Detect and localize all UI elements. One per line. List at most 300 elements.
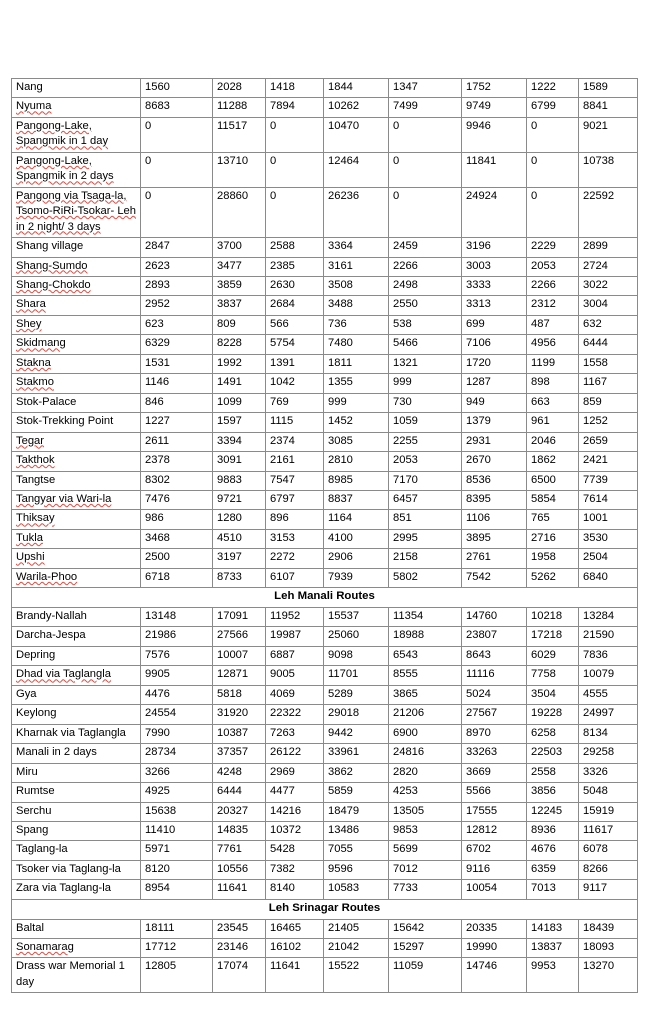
table-cell-value: 11410 — [141, 821, 213, 840]
table-cell-value: 8266 — [579, 860, 638, 879]
table-cell-value: 0 — [389, 152, 462, 187]
table-cell-value: 4510 — [213, 529, 266, 548]
table-cell-value: 3508 — [324, 276, 389, 295]
table-cell-value: 6799 — [527, 98, 579, 117]
table-cell-value: 8228 — [213, 335, 266, 354]
table-cell-value: 0 — [141, 187, 213, 237]
table-cell-value: 1862 — [527, 452, 579, 471]
table-cell-value: 4956 — [527, 335, 579, 354]
table-cell-value: 7170 — [389, 471, 462, 490]
table-cell-value: 21206 — [389, 705, 462, 724]
row-label: Brandy-Nallah — [12, 607, 141, 626]
table-cell-value: 0 — [266, 187, 324, 237]
table-cell-value: 7542 — [462, 568, 527, 587]
row-label — [12, 98, 141, 117]
table-cell-value: 8954 — [141, 880, 213, 899]
table-cell-value: 5024 — [462, 685, 527, 704]
table-cell-value: 2906 — [324, 549, 389, 568]
table-cell-value: 5754 — [266, 335, 324, 354]
table-row — [12, 802, 638, 821]
row-label: Nang — [12, 79, 141, 98]
table-row — [12, 666, 638, 685]
table-cell-value: 10738 — [579, 152, 638, 187]
table-cell-value: 7990 — [141, 724, 213, 743]
row-label: Spang — [12, 821, 141, 840]
row-label: Zara via Taglang-la — [12, 880, 141, 899]
table-cell-value: 3197 — [213, 549, 266, 568]
row-label — [12, 276, 141, 295]
table-cell-value: 10079 — [579, 666, 638, 685]
table-cell-value: 7614 — [579, 490, 638, 509]
table-cell-value: 5971 — [141, 841, 213, 860]
table-cell-value: 4676 — [527, 841, 579, 860]
table-row — [12, 724, 638, 743]
table-cell-value: 11517 — [213, 117, 266, 152]
table-cell-value: 8733 — [213, 568, 266, 587]
section-heading: Leh Srinagar Routes — [12, 899, 638, 919]
table-cell-value: 26236 — [324, 187, 389, 237]
table-cell-value: 0 — [389, 117, 462, 152]
table-cell-value: 1558 — [579, 354, 638, 373]
table-row — [12, 744, 638, 763]
table-cell-value: 15638 — [141, 802, 213, 821]
table-cell-value: 28860 — [213, 187, 266, 237]
row-label: Taglang-la — [12, 841, 141, 860]
table-row — [12, 627, 638, 646]
table-cell-value: 9005 — [266, 666, 324, 685]
table-row — [12, 763, 638, 782]
table-cell-value: 33263 — [462, 744, 527, 763]
table-row — [12, 880, 638, 899]
table-cell-value: 2995 — [389, 529, 462, 548]
table-row — [12, 568, 638, 587]
table-cell-value: 21986 — [141, 627, 213, 646]
table-cell-value: 3313 — [462, 296, 527, 315]
table-cell-value: 769 — [266, 393, 324, 412]
table-cell-value: 18111 — [141, 919, 213, 938]
row-label: Baltal — [12, 919, 141, 938]
table-cell-value: 949 — [462, 393, 527, 412]
row-label: Manali in 2 days — [12, 744, 141, 763]
table-row — [12, 529, 638, 548]
route-distance-table — [11, 78, 638, 993]
row-label: Keylong — [12, 705, 141, 724]
table-cell-value: 16465 — [266, 919, 324, 938]
table-row — [12, 238, 638, 257]
spellcheck-underlined-text: Tangyar via Wari-la — [16, 492, 112, 505]
table-cell-value: 11841 — [462, 152, 527, 187]
table-cell-value: 10218 — [527, 607, 579, 626]
table-cell-value: 1227 — [141, 413, 213, 432]
table-cell-value: 5428 — [266, 841, 324, 860]
table-cell-value: 5854 — [527, 490, 579, 509]
table-cell-value: 3895 — [462, 529, 527, 548]
table-cell-value: 1252 — [579, 413, 638, 432]
section-heading: Leh Manali Routes — [12, 588, 638, 608]
table-cell-value: 11952 — [266, 607, 324, 626]
table-cell-value: 4100 — [324, 529, 389, 548]
table-cell-value: 2272 — [266, 549, 324, 568]
table-row — [12, 315, 638, 334]
table-cell-value: 6029 — [527, 646, 579, 665]
table-cell-value: 2558 — [527, 763, 579, 782]
table-cell-value: 1589 — [579, 79, 638, 98]
spellcheck-underlined-text: Takthok — [16, 454, 55, 467]
table-cell-value: 7547 — [266, 471, 324, 490]
table-cell-value: 2046 — [527, 432, 579, 451]
table-cell-value: 15642 — [389, 919, 462, 938]
row-label: Shang village — [12, 238, 141, 257]
row-label — [12, 529, 141, 548]
table-cell-value: 6258 — [527, 724, 579, 743]
table-row — [12, 432, 638, 451]
spellcheck-underlined-text: Thiksay — [16, 512, 55, 525]
spellcheck-underlined-text: Shang-Sumdo — [16, 259, 88, 272]
table-cell-value: 5566 — [462, 783, 527, 802]
table-cell-value: 7733 — [389, 880, 462, 899]
table-cell-value: 3468 — [141, 529, 213, 548]
table-cell-value: 14835 — [213, 821, 266, 840]
table-cell-value: 8140 — [266, 880, 324, 899]
table-cell-value: 10556 — [213, 860, 266, 879]
table-cell-value: 2716 — [527, 529, 579, 548]
row-label: Stok-Palace — [12, 393, 141, 412]
table-row — [12, 841, 638, 860]
table-cell-value: 1106 — [462, 510, 527, 529]
table-cell-value: 8302 — [141, 471, 213, 490]
table-cell-value: 1597 — [213, 413, 266, 432]
table-cell-value: 1452 — [324, 413, 389, 432]
table-cell-value: 9098 — [324, 646, 389, 665]
table-cell-value: 3266 — [141, 763, 213, 782]
table-cell-value: 37357 — [213, 744, 266, 763]
table-row — [12, 152, 638, 187]
table-row — [12, 919, 638, 938]
table-cell-value: 7761 — [213, 841, 266, 860]
table-cell-value: 10262 — [324, 98, 389, 117]
table-cell-value: 1167 — [579, 374, 638, 393]
table-cell-value: 2229 — [527, 238, 579, 257]
table-cell-value: 17555 — [462, 802, 527, 821]
table-cell-value: 0 — [527, 187, 579, 237]
table-cell-value: 3859 — [213, 276, 266, 295]
table-cell-value: 2385 — [266, 257, 324, 276]
table-cell-value: 8395 — [462, 490, 527, 509]
table-cell-value: 7836 — [579, 646, 638, 665]
table-cell-value: 3326 — [579, 763, 638, 782]
table-cell-value: 1379 — [462, 413, 527, 432]
row-label — [12, 315, 141, 334]
table-cell-value: 5699 — [389, 841, 462, 860]
table-row — [12, 860, 638, 879]
table-cell-value: 16102 — [266, 938, 324, 957]
table-cell-value: 12464 — [324, 152, 389, 187]
row-label — [12, 568, 141, 587]
table-cell-value: 19228 — [527, 705, 579, 724]
table-cell-value: 18439 — [579, 919, 638, 938]
table-cell-value: 1347 — [389, 79, 462, 98]
table-cell-value: 29258 — [579, 744, 638, 763]
table-cell-value: 1222 — [527, 79, 579, 98]
table-cell-value: 2161 — [266, 452, 324, 471]
table-cell-value: 2611 — [141, 432, 213, 451]
row-label — [12, 549, 141, 568]
table-cell-value: 0 — [527, 117, 579, 152]
table-cell-value: 7263 — [266, 724, 324, 743]
table-cell-value: 3477 — [213, 257, 266, 276]
table-cell-value: 1752 — [462, 79, 527, 98]
table-cell-value: 2820 — [389, 763, 462, 782]
table-cell-value: 7106 — [462, 335, 527, 354]
table-cell-value: 15537 — [324, 607, 389, 626]
table-row — [12, 79, 638, 98]
table-cell-value: 8555 — [389, 666, 462, 685]
table-cell-value: 846 — [141, 393, 213, 412]
table-row — [12, 296, 638, 315]
table-cell-value: 1355 — [324, 374, 389, 393]
row-label — [12, 187, 141, 237]
spellcheck-underlined-text: Skidmang — [16, 337, 66, 350]
table-cell-value: 1146 — [141, 374, 213, 393]
table-cell-value: 22503 — [527, 744, 579, 763]
table-row — [12, 98, 638, 117]
table-cell-value: 5859 — [324, 783, 389, 802]
table-cell-value: 2255 — [389, 432, 462, 451]
table-cell-value: 7012 — [389, 860, 462, 879]
table-cell-value: 13148 — [141, 607, 213, 626]
spellcheck-underlined-text: Upshi — [16, 551, 45, 564]
row-label — [12, 432, 141, 451]
table-cell-value: 27567 — [462, 705, 527, 724]
table-row — [12, 471, 638, 490]
table-cell-value: 8970 — [462, 724, 527, 743]
table-cell-value: 3022 — [579, 276, 638, 295]
table-cell-value: 11617 — [579, 821, 638, 840]
table-cell-value: 7894 — [266, 98, 324, 117]
table-cell-value: 6078 — [579, 841, 638, 860]
table-cell-value: 6797 — [266, 490, 324, 509]
table-cell-value: 6702 — [462, 841, 527, 860]
table-cell-value: 18479 — [324, 802, 389, 821]
table-cell-value: 3504 — [527, 685, 579, 704]
table-cell-value: 12871 — [213, 666, 266, 685]
table-cell-value: 0 — [141, 152, 213, 187]
table-cell-value: 11059 — [389, 958, 462, 993]
table-cell-value: 859 — [579, 393, 638, 412]
spellcheck-underlined-text: Tukla — [16, 531, 43, 544]
table-cell-value: 3700 — [213, 238, 266, 257]
table-cell-value: 1418 — [266, 79, 324, 98]
table-cell-value: 11701 — [324, 666, 389, 685]
table-cell-value: 566 — [266, 315, 324, 334]
table-cell-value: 1199 — [527, 354, 579, 373]
table-cell-value: 0 — [141, 117, 213, 152]
table-cell-value: 1391 — [266, 354, 324, 373]
row-label: Serchu — [12, 802, 141, 821]
row-label — [12, 490, 141, 509]
table-cell-value: 5802 — [389, 568, 462, 587]
table-cell-value: 7476 — [141, 490, 213, 509]
table-cell-value: 3530 — [579, 529, 638, 548]
table-cell-value: 2498 — [389, 276, 462, 295]
table-cell-value: 20335 — [462, 919, 527, 938]
table-cell-value: 1531 — [141, 354, 213, 373]
table-cell-value: 3153 — [266, 529, 324, 548]
table-cell-value: 9853 — [389, 821, 462, 840]
table-cell-value: 2810 — [324, 452, 389, 471]
table-cell-value: 5048 — [579, 783, 638, 802]
table-cell-value: 29018 — [324, 705, 389, 724]
row-label — [12, 666, 141, 685]
table-cell-value: 2952 — [141, 296, 213, 315]
table-cell-value: 1099 — [213, 393, 266, 412]
table-cell-value: 4248 — [213, 763, 266, 782]
table-cell-value: 13837 — [527, 938, 579, 957]
table-cell-value: 9721 — [213, 490, 266, 509]
table-cell-value: 21042 — [324, 938, 389, 957]
table-row — [12, 705, 638, 724]
table-cell-value: 3862 — [324, 763, 389, 782]
table-cell-value: 851 — [389, 510, 462, 529]
table-cell-value: 17218 — [527, 627, 579, 646]
table-row — [12, 276, 638, 295]
table-cell-value: 0 — [266, 152, 324, 187]
table-cell-value: 4069 — [266, 685, 324, 704]
table-cell-value: 7382 — [266, 860, 324, 879]
table-cell-value: 2931 — [462, 432, 527, 451]
table-cell-value: 10372 — [266, 821, 324, 840]
row-label: Drass war Memorial 1 day — [12, 958, 141, 993]
table-row — [12, 646, 638, 665]
table-cell-value: 896 — [266, 510, 324, 529]
table-cell-value: 2847 — [141, 238, 213, 257]
table-row — [12, 958, 638, 993]
table-cell-value: 0 — [266, 117, 324, 152]
table-cell-value: 20327 — [213, 802, 266, 821]
table-cell-value: 17712 — [141, 938, 213, 957]
table-cell-value: 7576 — [141, 646, 213, 665]
table-cell-value: 3364 — [324, 238, 389, 257]
table-cell-value: 14183 — [527, 919, 579, 938]
table-row — [12, 452, 638, 471]
table-cell-value: 27566 — [213, 627, 266, 646]
table-cell-value: 3865 — [389, 685, 462, 704]
table-cell-value: 21590 — [579, 627, 638, 646]
table-row — [12, 187, 638, 237]
table-cell-value: 1720 — [462, 354, 527, 373]
table-cell-value: 6329 — [141, 335, 213, 354]
row-label — [12, 452, 141, 471]
table-cell-value: 17074 — [213, 958, 266, 993]
table-cell-value: 3003 — [462, 257, 527, 276]
table-cell-value: 2969 — [266, 763, 324, 782]
table-section-header-row — [12, 588, 638, 608]
table-cell-value: 9953 — [527, 958, 579, 993]
table-cell-value: 2266 — [389, 257, 462, 276]
row-label: Darcha-Jespa — [12, 627, 141, 646]
table-cell-value: 9749 — [462, 98, 527, 117]
table-cell-value: 9883 — [213, 471, 266, 490]
table-cell-value: 22322 — [266, 705, 324, 724]
table-cell-value: 5262 — [527, 568, 579, 587]
table-cell-value: 2053 — [527, 257, 579, 276]
table-cell-value: 18988 — [389, 627, 462, 646]
table-row — [12, 490, 638, 509]
table-cell-value: 4555 — [579, 685, 638, 704]
table-row — [12, 413, 638, 432]
table-row — [12, 549, 638, 568]
table-cell-value: 4925 — [141, 783, 213, 802]
table-cell-value: 11641 — [213, 880, 266, 899]
table-cell-value: 3196 — [462, 238, 527, 257]
table-cell-value: 9596 — [324, 860, 389, 879]
table-cell-value: 1992 — [213, 354, 266, 373]
table-cell-value: 2053 — [389, 452, 462, 471]
table-cell-value: 8841 — [579, 98, 638, 117]
row-label — [12, 296, 141, 315]
spellcheck-underlined-text: Pangong-Lake, Spangmik in 1 day — [16, 119, 109, 148]
row-label: Miru — [12, 763, 141, 782]
table-row — [12, 607, 638, 626]
table-cell-value: 9905 — [141, 666, 213, 685]
table-cell-value: 11354 — [389, 607, 462, 626]
table-cell-value: 4253 — [389, 783, 462, 802]
table-cell-value: 8536 — [462, 471, 527, 490]
table-row — [12, 783, 638, 802]
table-cell-value: 7480 — [324, 335, 389, 354]
table-cell-value: 18093 — [579, 938, 638, 957]
table-cell-value: 13505 — [389, 802, 462, 821]
table-cell-value: 7758 — [527, 666, 579, 685]
spellcheck-underlined-text: Pangong via Tsaga-la, Tsomo-RiRi-Tsokar- Leh in 2 night/ 3 days — [16, 189, 136, 233]
table-cell-value: 5818 — [213, 685, 266, 704]
table-cell-value: 9442 — [324, 724, 389, 743]
table-cell-value: 33961 — [324, 744, 389, 763]
table-cell-value: 10007 — [213, 646, 266, 665]
table-cell-value: 8683 — [141, 98, 213, 117]
table-cell-value: 2623 — [141, 257, 213, 276]
table-cell-value: 2266 — [527, 276, 579, 295]
table-cell-value: 623 — [141, 315, 213, 334]
table-cell-value: 2504 — [579, 549, 638, 568]
spellcheck-underlined-text: Dhad via Taglangla — [16, 668, 111, 681]
table-cell-value: 12245 — [527, 802, 579, 821]
table-cell-value: 0 — [527, 152, 579, 187]
table-cell-value: 736 — [324, 315, 389, 334]
table-cell-value: 2312 — [527, 296, 579, 315]
table-cell-value: 14216 — [266, 802, 324, 821]
table-body — [12, 79, 638, 993]
table-cell-value: 28734 — [141, 744, 213, 763]
row-label: Tangtse — [12, 471, 141, 490]
table-cell-value: 31920 — [213, 705, 266, 724]
table-cell-value: 6107 — [266, 568, 324, 587]
table-row — [12, 510, 638, 529]
spellcheck-underlined-text: Shara — [16, 298, 46, 311]
table-row — [12, 938, 638, 957]
table-cell-value: 7499 — [389, 98, 462, 117]
table-cell-value: 765 — [527, 510, 579, 529]
row-label — [12, 938, 141, 957]
table-cell-value: 2670 — [462, 452, 527, 471]
row-label: Gya — [12, 685, 141, 704]
table-section-header-row — [12, 899, 638, 919]
row-label — [12, 510, 141, 529]
table-cell-value: 22592 — [579, 187, 638, 237]
table-cell-value: 0 — [389, 187, 462, 237]
table-cell-value: 898 — [527, 374, 579, 393]
table-cell-value: 1287 — [462, 374, 527, 393]
